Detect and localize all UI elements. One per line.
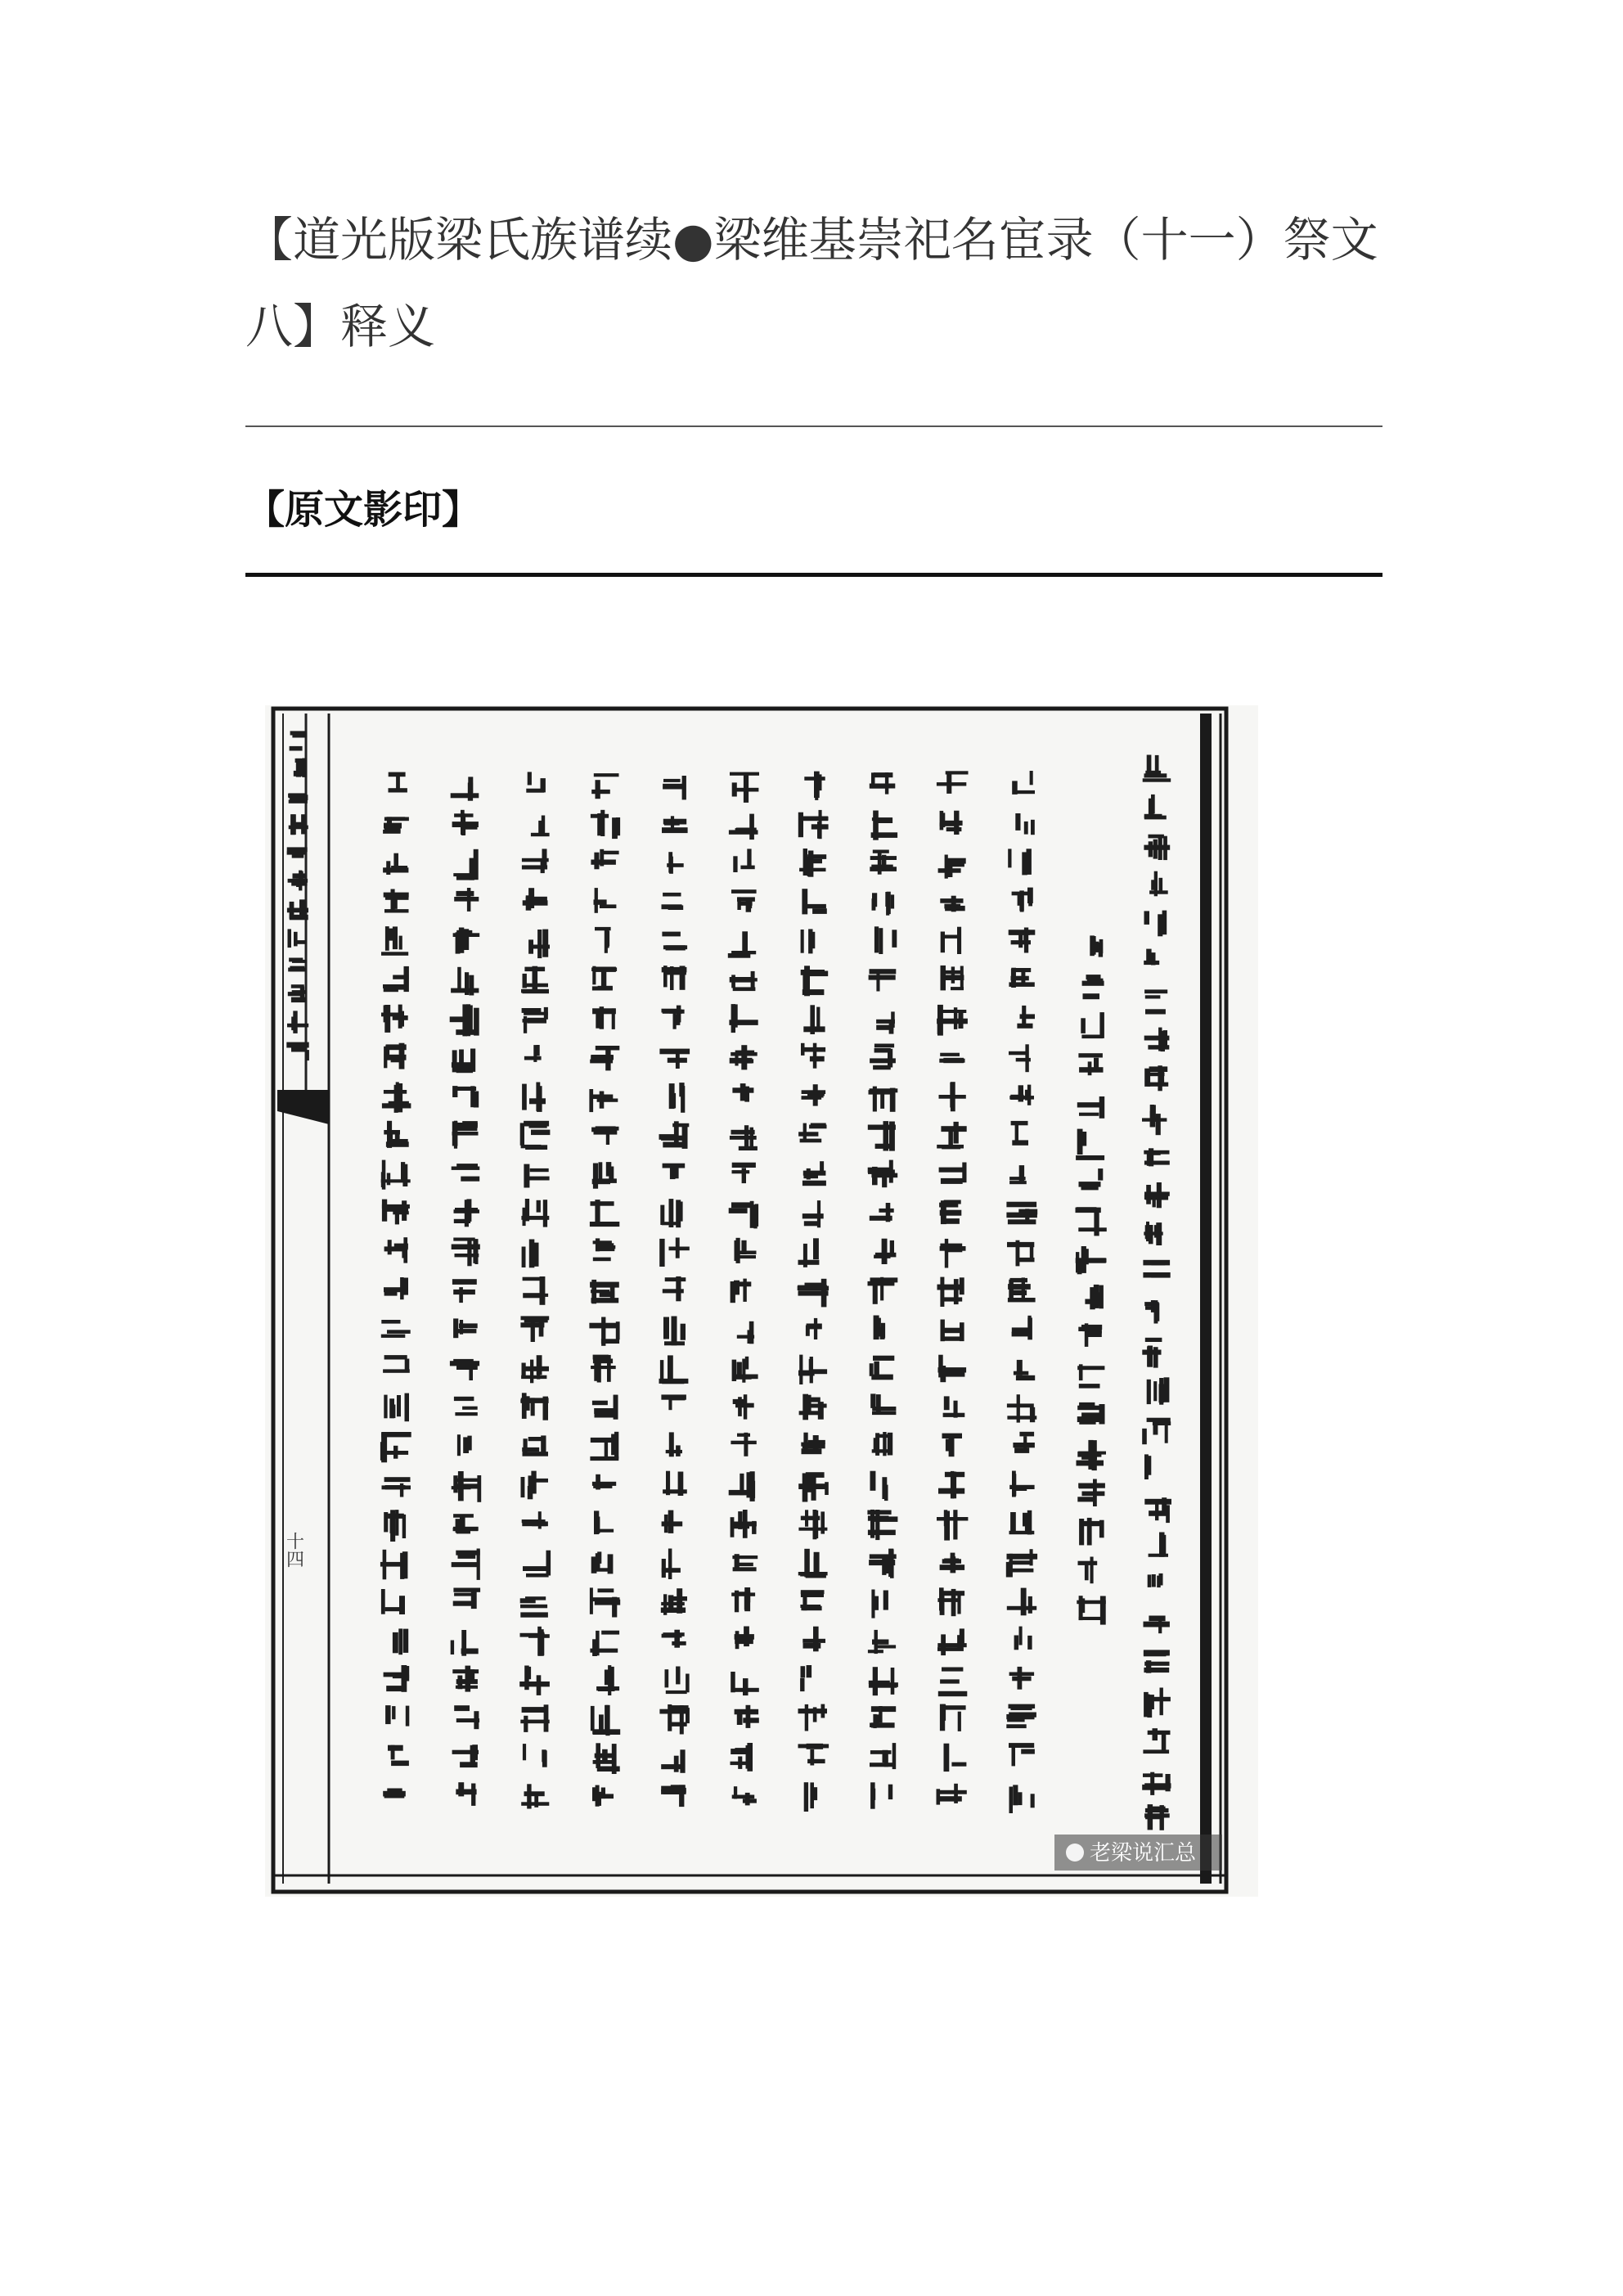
article-title: 【道光版梁氏族谱续●梁维基崇祀名宦录（十一）祭文八】释义: [245, 212, 1378, 354]
scan-page-number: 十四: [283, 1532, 304, 1568]
section-heading: 【原文影印】: [245, 487, 482, 533]
scan-glyph-mark: [869, 1087, 898, 1112]
section-divider: [245, 573, 1382, 577]
scan-glyph-mark: [393, 1628, 408, 1654]
scan-glyph-mark: [1148, 1573, 1163, 1587]
scan-glyph-mark: [288, 793, 308, 803]
scan-glyph-mark: [937, 1587, 964, 1616]
scan-watermark: 老梁说汇总: [1090, 1841, 1197, 1866]
genealogy-scan-image: [265, 705, 1258, 1897]
scan-svg: [265, 705, 1258, 1897]
scan-glyph-mark: [939, 1200, 961, 1225]
scan-glyph-mark: [1006, 1202, 1037, 1225]
title-divider: [245, 425, 1382, 427]
scan-glyph-mark: [452, 1049, 475, 1074]
scan-glyph-mark: [520, 1596, 548, 1618]
